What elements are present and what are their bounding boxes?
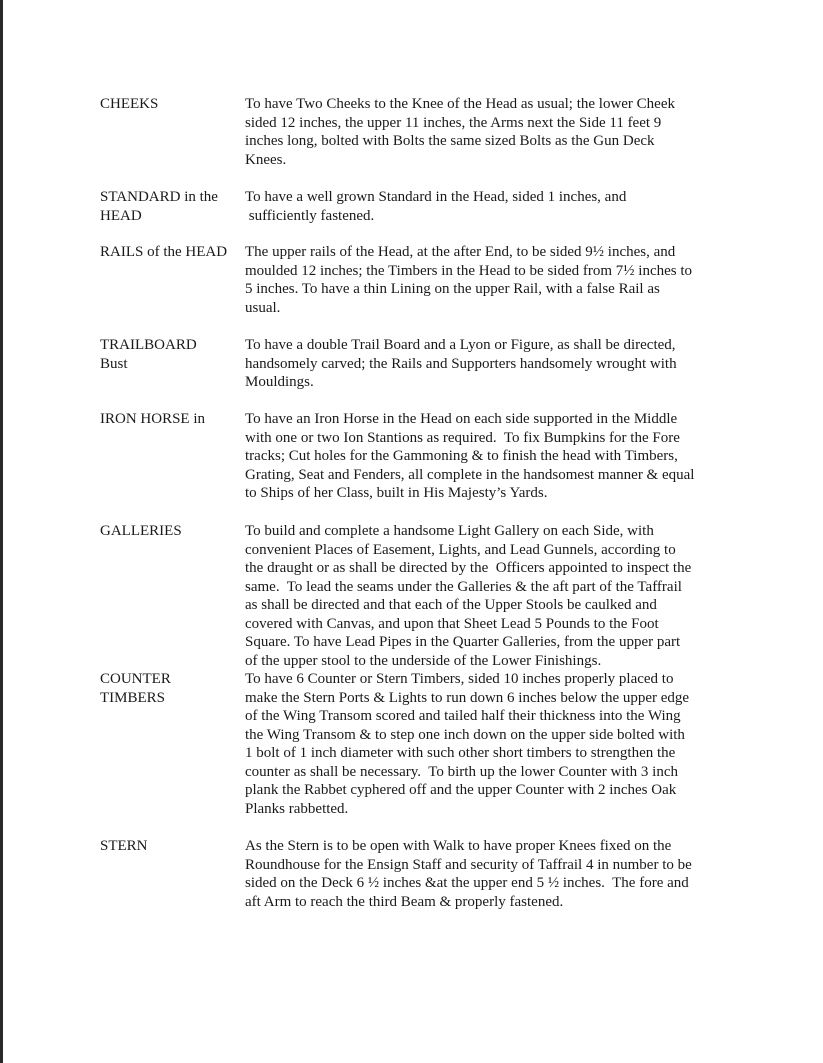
text-line: 1 bolt of 1 inch diameter with such other short timbers to strengthen the xyxy=(245,745,676,761)
text-line: with one or two Ion Stantions as required. To fix Bumpkins for the Fore xyxy=(245,429,680,446)
text-line: plank the Rabbet cyphered off and the upper Counter with 2 inches Oak xyxy=(245,782,677,798)
entry-text xyxy=(245,670,735,818)
text-line: Roundhouse for the Ensign Staff and security of Taffrail 4 in number to be xyxy=(245,856,692,873)
text-line: aft Arm to reach the third Beam & properly fastened. xyxy=(245,893,564,910)
text-line: counter as shall be necessary. To birth up the lower Counter with 3 inch xyxy=(245,763,679,780)
text-line: sided 12 inches, the upper 11 inches, the Arms next the Side 11 feet 9 xyxy=(245,114,662,131)
entry-label: RAILS of the HEAD xyxy=(100,244,228,260)
entry-label: STERN xyxy=(100,838,148,854)
entry-label: STANDARD in the HEAD xyxy=(100,189,218,224)
text-line: To have an Iron Horse in the Head on each side supported in the Middle xyxy=(245,411,678,427)
text-line: moulded 12 inches; the Timbers in the Head to be sided from 7½ inches to xyxy=(245,262,693,279)
text-line: Grating, Seat and Fenders, all complete in the handsomest manner & equal xyxy=(245,466,695,483)
text-line: handsomely carved; the Rails and Supporters handsomely wrought with xyxy=(245,355,677,372)
text-line: 5 inches. To have a thin Lining on the upper Rail, with a false Rail as xyxy=(245,281,660,297)
entry-label: TRAILBOARD Bust xyxy=(100,337,197,372)
text-line: To have a well grown Standard in the Head, sided 1 inches, and xyxy=(245,189,627,205)
text-line: the draught or as shall be directed by the Officers appointed to inspect the xyxy=(245,560,692,576)
entry-label: COUNTER TIMBERS xyxy=(100,671,171,706)
text-line: covered with Canvas, and upon that Sheet Lead 5 Pounds to the Foot xyxy=(245,615,659,632)
text-line: of the Wing Transom scored and tailed half their thickness into the Wing xyxy=(245,708,681,724)
text-line: of the upper stool to the underside of the Lower Finishings. xyxy=(245,652,602,669)
text-line: Mouldings. xyxy=(245,374,314,390)
text-line: make the Stern Ports & Lights to run down 6 inches below the upper edge xyxy=(245,689,690,706)
text-line: tracks; Cut holes for the Gammoning & to finish the head with Timbers, xyxy=(245,448,678,464)
text-line: To have Two Cheeks to the Knee of the Head as usual; the lower Cheek xyxy=(245,96,675,112)
text-line: Planks rabbetted. xyxy=(245,800,349,817)
entry-text xyxy=(245,410,735,503)
text-line: usual. xyxy=(245,299,281,316)
text-line: inches long, bolted with Bolts the same sized Bolts as the Gun Deck xyxy=(245,133,655,149)
text-line: sufficiently fastened. xyxy=(245,207,375,224)
text-line: To have 6 Counter or Stern Timbers, sided 10 inches properly placed to xyxy=(245,671,674,687)
entry-label: GALLERIES xyxy=(100,523,182,539)
text-line: same. To lead the seams under the Galleries & the aft part of the Taffrail xyxy=(245,578,682,595)
text-line: To build and complete a handsome Light Gallery on each Side, with xyxy=(245,523,654,539)
text-line: Square. To have Lead Pipes in the Quarter Galleries, from the upper part xyxy=(245,634,681,650)
text-line: the Wing Transom & to step one inch down on the upper side bolted with xyxy=(245,726,685,743)
entry-label: IRON HORSE in xyxy=(100,411,206,427)
text-line: convenient Places of Easement, Lights, and Lead Gunnels, according to xyxy=(245,541,676,558)
entry-text xyxy=(245,837,735,911)
entry-text xyxy=(245,336,735,392)
entry-text xyxy=(245,243,735,317)
text-line: Knees. xyxy=(245,151,287,168)
text-line: sided on the Deck 6 ½ inches &at the upper end 5 ½ inches. The fore and xyxy=(245,875,689,891)
text-line: The upper rails of the Head, at the after End, to be sided 9½ inches, and xyxy=(245,244,676,260)
text-line: to Ships of her Class, built in His Majesty’s Yards. xyxy=(245,485,548,501)
text-line: as shall be directed and that each of the Upper Stools be caulked and xyxy=(245,597,657,613)
entry-text xyxy=(245,522,735,670)
text-line: As the Stern is to be open with Walk to have proper Knees fixed on the xyxy=(245,838,672,854)
entry-label: CHEEKS xyxy=(100,96,159,112)
text-line: To have a double Trail Board and a Lyon or Figure, as shall be directed, xyxy=(245,337,676,353)
entry-text xyxy=(245,188,735,225)
left-page-edge xyxy=(0,0,3,1063)
entry-text xyxy=(245,95,735,169)
